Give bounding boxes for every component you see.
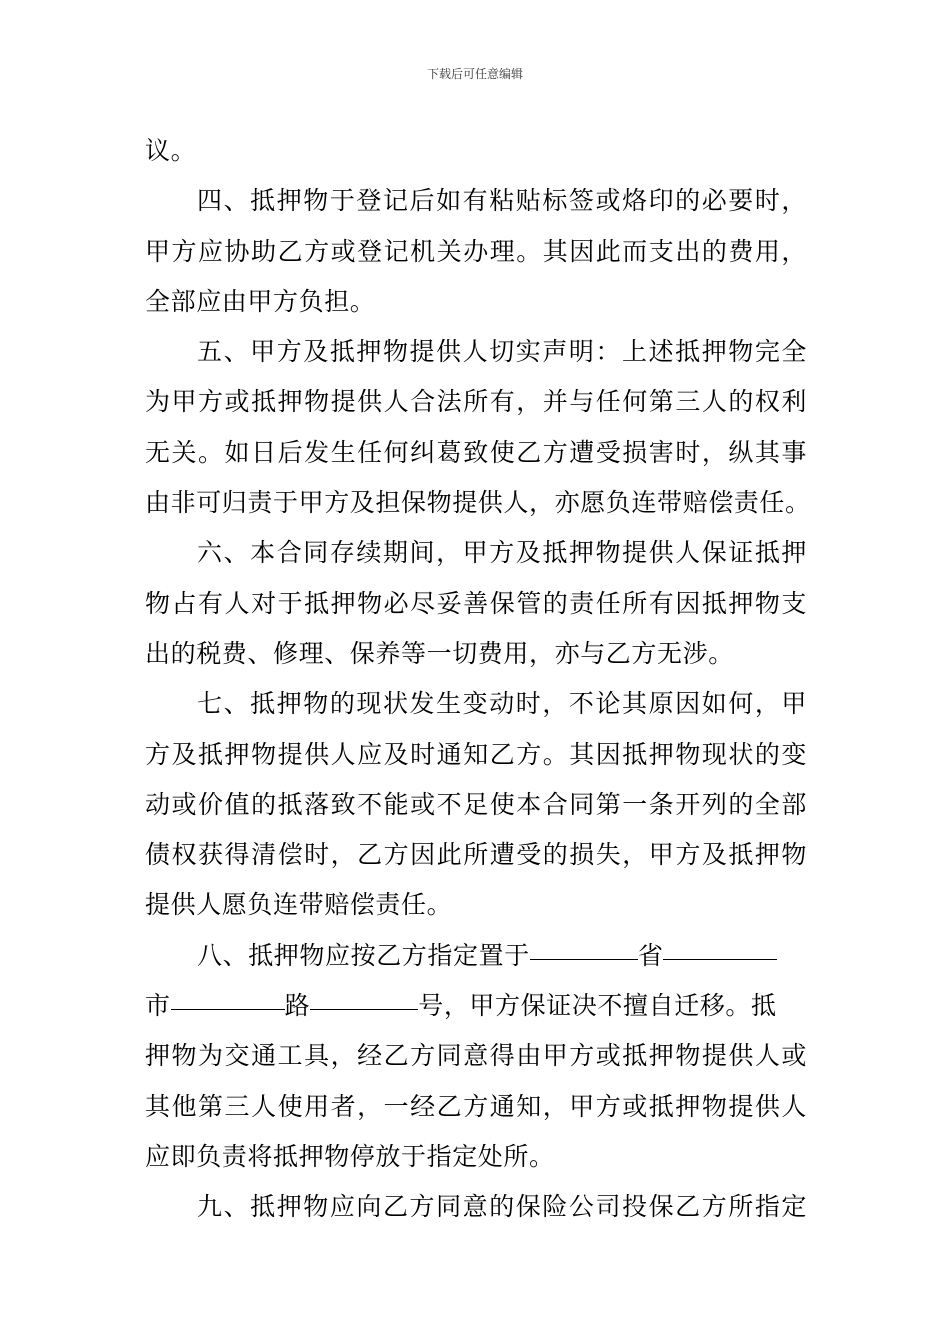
text-line: 由非可归责于甲方及担保物提供人，亦愿负连带赔偿责任。	[145, 488, 811, 518]
clause8-text: 省	[637, 940, 664, 970]
clause8-text: 八、抵押物应按乙方指定置于	[197, 940, 530, 970]
text-line: 议。	[145, 136, 197, 165]
text-line: 提供人愿负连带赔偿责任。	[145, 890, 453, 920]
clause8-text: 市	[145, 991, 171, 1021]
text-line: 为甲方或抵押物提供人合法所有，并与任何第三人的权利	[145, 387, 807, 417]
text-line: 四、抵押物于登记后如有粘贴标签或烙印的必要时，	[197, 186, 807, 216]
document-body	[145, 126, 811, 1233]
text-line: 动或价值的抵落致不能或不足使本合同第一条开列的全部	[145, 789, 807, 819]
text-line: 甲方应协助乙方或登记机关办理。其因此而支出的费用，	[145, 236, 807, 266]
text-line: 六、本合同存续期间，甲方及抵押物提供人保证抵押	[197, 538, 807, 568]
text-line: 无关。如日后发生任何纠葛致使乙方遭受损害时，纵其事	[145, 437, 807, 467]
text-line: 全部应由甲方负担。	[145, 286, 376, 316]
text-line: 五、甲方及抵押物提供人切实声明：上述抵押物完全	[197, 337, 807, 367]
road-fill-blank[interactable]	[171, 1008, 285, 1010]
clause8-line2	[145, 981, 807, 1031]
text-line: 押物为交通工具，经乙方同意得由甲方或抵押物提供人或	[145, 1041, 807, 1071]
clause8-line1	[145, 931, 807, 981]
text-line: 方及抵押物提供人应及时通知乙方。其因抵押物现状的变	[145, 739, 807, 769]
city-fill-blank[interactable]	[663, 958, 777, 960]
clause8-text: 路	[284, 991, 311, 1021]
province-fill-blank[interactable]	[530, 958, 638, 960]
text-line: 物占有人对于抵押物必尽妥善保管的责任所有因抵押物支	[145, 588, 807, 618]
text-line: 出的税费、修理、保养等一切费用，亦与乙方无涉。	[145, 638, 734, 668]
text-line: 应即负责将抵押物停放于指定处所。	[145, 1141, 555, 1171]
text-line: 九、抵押物应向乙方同意的保险公司投保乙方所指定	[197, 1192, 807, 1222]
page-header-note: 下载后可任意编辑	[426, 67, 523, 81]
text-line: 债权获得清偿时，乙方因此所遭受的损失，甲方及抵押物	[145, 840, 807, 870]
text-line: 七、抵押物的现状发生变动时，不论其原因如何，甲	[197, 689, 807, 719]
number-fill-blank[interactable]	[310, 1008, 418, 1010]
text-line: 其他第三人使用者，一经乙方通知，甲方或抵押物提供人	[145, 1091, 807, 1121]
clause8-text: 号，甲方保证决不擅自迁移。抵	[418, 991, 777, 1021]
